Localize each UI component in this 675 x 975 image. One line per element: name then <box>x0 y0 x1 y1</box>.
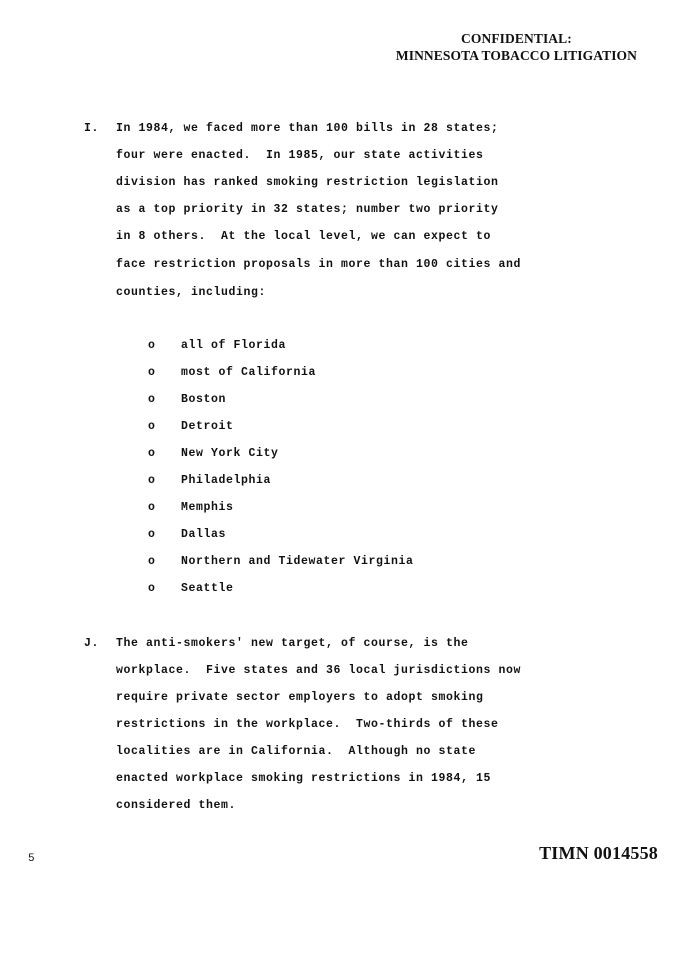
list-item-text: Detroit <box>181 420 234 433</box>
bullet-marker: o <box>148 528 156 541</box>
header-line-confidential: CONFIDENTIAL: <box>461 31 572 46</box>
page-number: 5 <box>28 853 35 865</box>
section-i-line: In 1984, we faced more than 100 bills in 28 states; <box>116 122 499 135</box>
bullet-marker: o <box>148 555 156 568</box>
bullet-marker: o <box>148 366 156 379</box>
section-i-line: division has ranked smoking restriction legislation <box>116 176 499 189</box>
section-j-line: enacted workplace smoking restrictions in 1984, 15 <box>116 772 492 785</box>
section-j-line: considered them. <box>116 799 237 812</box>
list-item-text: Northern and Tidewater Virginia <box>181 555 414 568</box>
bullet-marker: o <box>148 420 156 433</box>
section-j-line: restrictions in the workplace. Two-thirds of these <box>116 718 499 731</box>
bullet-marker: o <box>148 393 156 406</box>
bullet-marker: o <box>148 501 156 514</box>
section-i-line: four were enacted. In 1985, our state activities <box>116 149 484 162</box>
list-item-text: most of California <box>181 366 317 379</box>
section-j-marker: J. <box>84 637 100 650</box>
bullet-marker: o <box>148 474 156 487</box>
list-item-text: all of Florida <box>181 339 287 352</box>
bullet-marker: o <box>148 447 156 460</box>
section-j-line: workplace. Five states and 36 local jurisdictions now <box>116 664 522 677</box>
header-line-litigation: MINNESOTA TOBACCO LITIGATION <box>395 48 637 63</box>
list-item-text: Boston <box>181 393 227 406</box>
section-j-line: localities are in California. Although no state <box>116 745 477 758</box>
bates-number: TIMN 0014558 <box>539 843 658 863</box>
bullet-marker: o <box>148 582 156 595</box>
list-item-text: Memphis <box>181 501 234 514</box>
section-i-marker: I. <box>84 122 100 135</box>
section-i-line: in 8 others. At the local level, we can expect to <box>116 230 492 243</box>
list-item <box>0 416 675 468</box>
section-j-line: require private sector employers to adopt smoking <box>116 691 484 704</box>
list-item-text: Philadelphia <box>181 474 272 487</box>
list-item-text: Dallas <box>181 528 227 541</box>
list-item-text: New York City <box>181 447 279 460</box>
list-item <box>0 338 675 406</box>
section-i-line: face restriction proposals in more than 100 cities and <box>116 258 522 271</box>
section-i-line: counties, including: <box>116 286 267 299</box>
city-list <box>0 156 675 962</box>
bullet-marker: o <box>148 339 156 352</box>
section-i-line: as a top priority in 32 states; number two priority <box>116 203 499 216</box>
list-item-text: Seattle <box>181 582 234 595</box>
section-j-line: The anti-smokers' new target, of course, is the <box>116 637 469 650</box>
